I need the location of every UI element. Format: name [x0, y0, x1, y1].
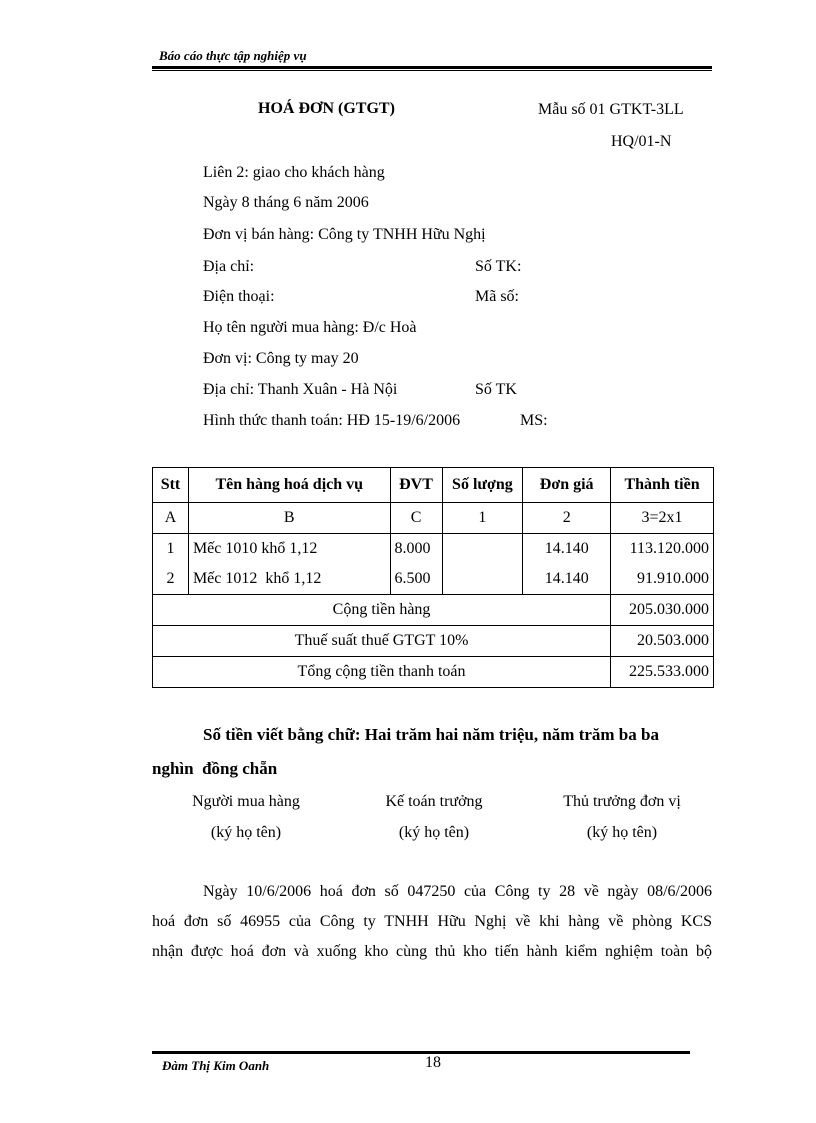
column-header: Đơn giá	[523, 468, 611, 503]
table-row	[153, 564, 714, 595]
invoice-date: Ngày 8 tháng 6 năm 2006	[203, 194, 369, 211]
column-header: Thành tiền	[611, 468, 714, 503]
total-row	[153, 657, 714, 688]
table-cell: 3=2x1	[611, 503, 714, 534]
table-cell: C	[390, 503, 442, 534]
footer-author: Đàm Thị Kim Oanh	[162, 1058, 270, 1073]
seller-account-label: Số TK:	[475, 258, 522, 275]
table-code-row	[153, 503, 714, 534]
table-cell: 1	[153, 534, 189, 565]
table-cell	[442, 564, 523, 595]
column-header: Số lượng	[442, 468, 523, 503]
seller-phone-label: Điện thoại:	[203, 288, 275, 305]
total-label: Tổng cộng tiền thanh toán	[153, 657, 611, 688]
table-cell: 2	[153, 564, 189, 595]
signature-accountant-note: (ký họ tên)	[398, 824, 470, 841]
invoice-title: HOÁ ĐƠN (GTGT)	[258, 100, 395, 117]
buyer-address: Địa chỉ: Thanh Xuân - Hà Nội	[203, 381, 398, 398]
seller-name: Đơn vị bán hàng: Công ty TNHH Hữu Nghị	[203, 226, 486, 243]
header-rule	[152, 66, 712, 69]
signature-director-role: Thủ trưởng đơn vị	[563, 793, 681, 810]
amount-in-words-cont: nghìn đồng chẵn	[152, 759, 278, 778]
seller-tax-code-label: Mã số:	[475, 288, 519, 305]
buyer-unit: Đơn vị: Công ty may 20	[203, 350, 359, 367]
copy-note: Liên 2: giao cho khách hàng	[203, 164, 385, 181]
payment-method: Hình thức thanh toán: HĐ 15-19/6/2006	[203, 412, 461, 429]
subtotal-label: Cộng tiền hàng	[153, 595, 611, 626]
paragraph-line: Ngày 10/6/2006 hoá đơn số 047250 của Công ty 28 về ngày 08/6/2006	[203, 883, 712, 900]
vat-value: 20.503.000	[611, 626, 714, 657]
table-cell	[442, 534, 523, 565]
header-rule-thin	[152, 70, 712, 71]
table-cell: Mếc 1012 khổ 1,12	[188, 564, 390, 595]
signature-director-note: (ký họ tên)	[586, 824, 658, 841]
column-header: Stt	[153, 468, 189, 503]
page-number: 18	[425, 1054, 441, 1071]
table-header-row	[153, 468, 714, 503]
buyer-name: Họ tên người mua hàng: Đ/c Hoà	[203, 319, 417, 336]
table-cell: 8.000	[390, 534, 442, 565]
table-cell: A	[153, 503, 189, 534]
ms-label: MS:	[520, 412, 548, 429]
total-value: 225.533.000	[611, 657, 714, 688]
signature-buyer-role: Người mua hàng	[192, 793, 300, 810]
table-cell: 91.910.000	[611, 564, 714, 595]
vat-label: Thuế suất thuế GTGT 10%	[153, 626, 611, 657]
seller-address-label: Địa chỉ:	[203, 258, 255, 275]
table-cell: 1	[442, 503, 523, 534]
table-cell: Mếc 1010 khổ 1,12	[188, 534, 390, 565]
table-cell: 6.500	[390, 564, 442, 595]
paragraph-line: hoá đơn số 46955 của Công ty TNHH Hữu Nghị về khi hàng về phòng KCS	[152, 913, 712, 930]
subtotal-value: 205.030.000	[611, 595, 714, 626]
table-cell: 14.140	[523, 534, 611, 565]
paragraph-line: nhận được hoá đơn và xuống kho cùng thủ kho tiến hành kiểm nghiệm toàn bộ	[152, 943, 712, 960]
signature-buyer-note: (ký họ tên)	[210, 824, 282, 841]
table-cell: 14.140	[523, 564, 611, 595]
table-cell: 113.120.000	[611, 534, 714, 565]
buyer-account-label: Số TK	[475, 381, 517, 398]
amount-in-words: Số tiền viết bằng chữ: Hai trăm hai năm triệu, năm trăm ba ba	[203, 725, 659, 744]
signature-accountant-role: Kế toán trưởng	[385, 793, 483, 810]
column-header: Tên hàng hoá dịch vụ	[188, 468, 390, 503]
subtotal-row	[153, 595, 714, 626]
vat-row	[153, 626, 714, 657]
invoice-table	[152, 467, 714, 688]
form-code: Mẫu số 01 GTKT-3LL	[538, 101, 684, 118]
column-header: ĐVT	[390, 468, 442, 503]
table-cell: B	[188, 503, 390, 534]
form-code-series: HQ/01-N	[611, 133, 672, 150]
table-row	[153, 534, 714, 565]
table-cell: 2	[523, 503, 611, 534]
running-header: Báo cáo thực tập nghiệp vụ	[159, 48, 307, 63]
footer-rule	[152, 1051, 690, 1054]
